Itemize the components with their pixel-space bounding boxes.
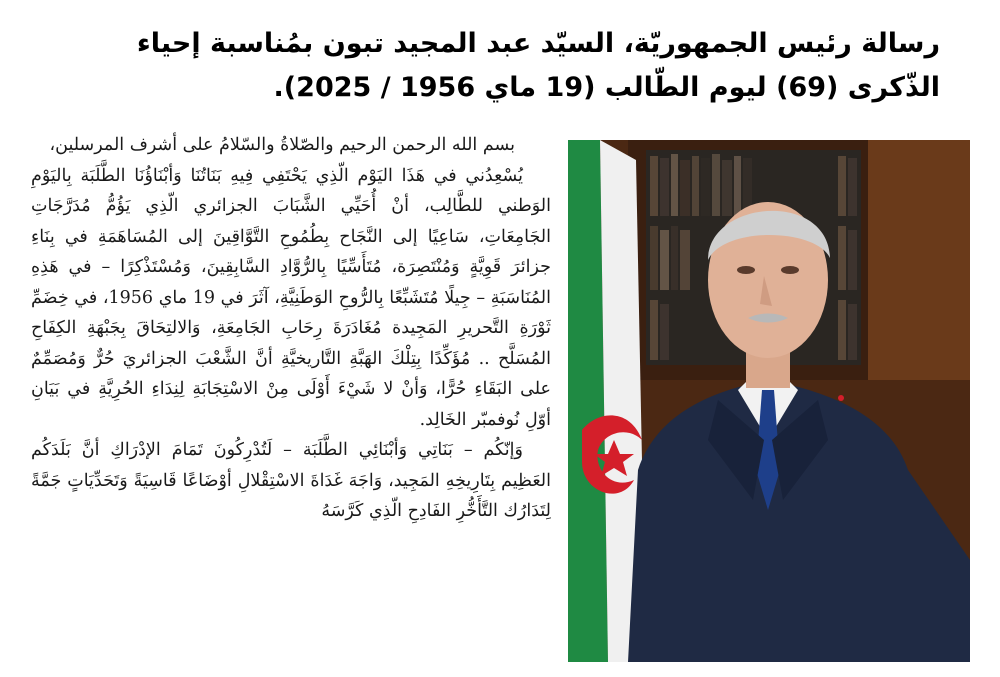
article-paragraph: بسم الله الرحمن الرحيم والصّلاةُ والسّلامُ على أشرف المرسلين، [49,135,515,155]
page-title: رسالة رئيس الجمهوريّة، السيّد عبد المجيد تبون بمُناسبة إحياء الذّكرى (69) ليوم الطّالب (19 ماي 1956 / 2025). [136,28,940,103]
article-paragraph: يُسْعِدُني في هَذَا اليَوْم الّذِي يَحْتَفِي فِيهِ بَنَاتُنَا وَأبْنَاؤُنَا الطَّلَبَة بِاليَوْمِ الوَطني للطَّالِب، أنْ أُحَيِّي الشَّبَابَ الجزائري الّذِي يَؤُمُّ مُدَرَّجَاتِ الجَامِعَاتِ، سَاعِيًا إلى النَّجَاح بِطُمُوحِ التَّوَّاقِينَ إلى المُسَاهَمَةِ في بِنَاءِ جزائرَ قَوِيَّةٍ وَمُنْتَصِرَة، مُتَأَسِّيًا بِالرُّوَّادِ السَّابِقِينَ، وَمُسْتَذْكِرًا – في هَذِهِ المُنَاسَبَةِ – جِيلًا مُتَشَبِّعًا بِالرُّوحِ الوَطَنِيَّةِ، آثَرَ في 19 ماي 1956، في خِضَمِّ ثَوْرَةِ التَّحريرِ المَجِيدة مُغَادَرَةَ رِحَابِ الجَامِعَةِ، وَالالتِحَاقَ بِجَبْهَةِ الكِفَاحِ المُسَلَّح .. مُؤَكِّدًا بِتِلْكَ الهَبَّةِ التَّاريخيَّةِ أنَّ الشَّعْبَ الجزائريَ حُرٌّ وَمُصَمِّمٌ على البَقَاءِ حُرًّا، وَأنْ لا شَيْءَ أَوْلَى مِنْ الاسْتِجَابَةِ لِنِدَاءِ الحُرِيَّةِ في بَيَانِ أوّلِ نُوفمبّر الخَالِد. [31,165,551,430]
article-paragraph: وَإنّكُم – بَنَاتِي وَأبْنَائِي الطَّلَبَة – لَتُدْرِكُونَ تَمَامَ الإدْرَاكِ أنَّ بَلَدَكُم العَظِيم بِتَارِيخِهِ المَجِيد، وَاجَهَ غَدَاةَ الاسْتِقْلالِ أوْضَاعًا قَاسِيَةً وَتَحَدِّيَاتٍ جَمَّةً لِتَدَارُك التَّأَخُّرِ الفَادِحِ الّذِي كَرَّسَهُ [31,440,551,521]
article-body [31,130,551,670]
president-portrait-photo [568,140,970,662]
